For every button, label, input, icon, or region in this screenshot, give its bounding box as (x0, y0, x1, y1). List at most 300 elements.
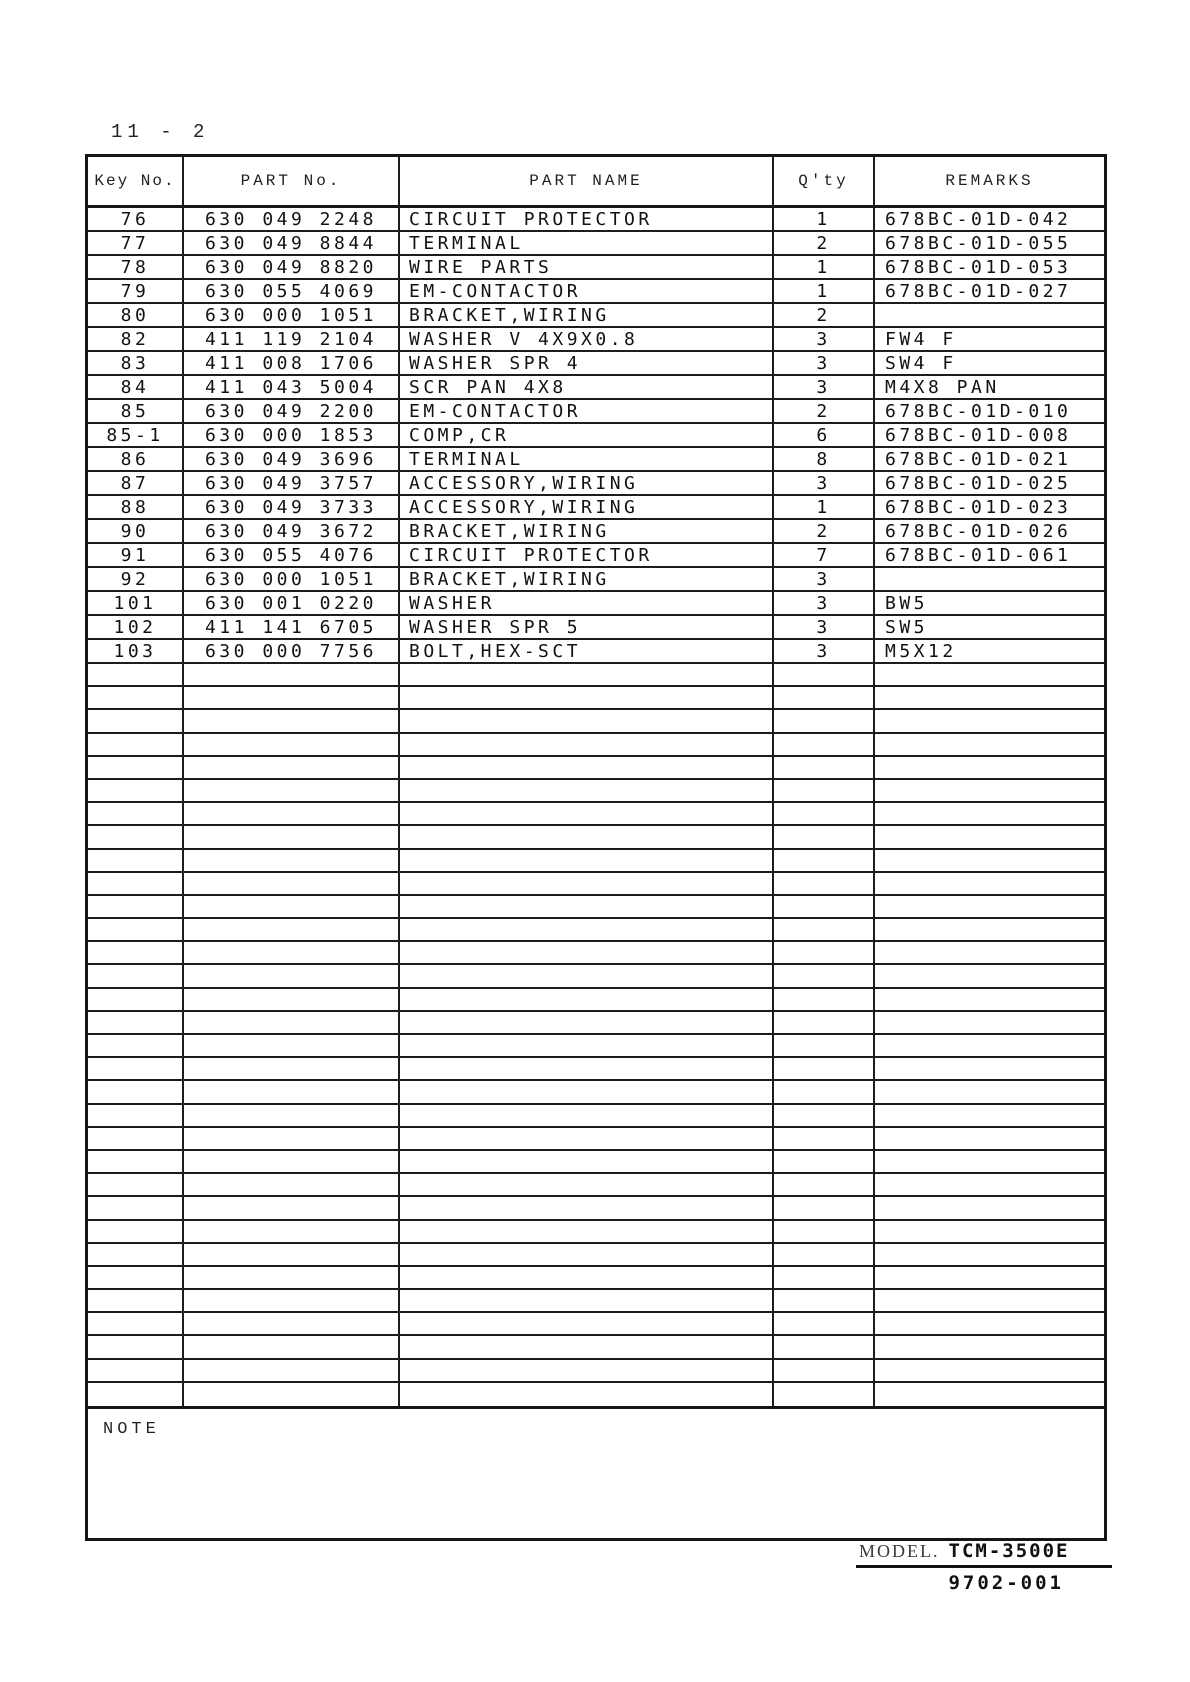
cell-part-no (184, 942, 400, 963)
cell-part-name: EM-CONTACTOR (400, 400, 774, 422)
cell-key-no: 77 (88, 232, 184, 254)
cell-qty (774, 896, 875, 917)
cell-remarks (875, 1221, 1104, 1242)
cell-part-no (184, 1174, 400, 1195)
cell-remarks (875, 664, 1104, 685)
table-row (88, 472, 1104, 496)
cell-key-no (88, 1360, 184, 1381)
cell-qty (774, 1267, 875, 1288)
cell-remarks (875, 710, 1104, 731)
cell-remarks (875, 1174, 1104, 1195)
cell-qty (774, 1336, 875, 1357)
note-section (88, 1406, 1104, 1538)
cell-key-no (88, 1058, 184, 1079)
table-body (88, 208, 1104, 1406)
cell-remarks (875, 989, 1104, 1010)
cell-remarks: 678BC-01D-010 (885, 400, 1072, 422)
cell-part-no (184, 1360, 400, 1381)
cell-part-no (184, 919, 400, 940)
cell-part-name (400, 1360, 774, 1381)
cell-part-name: COMP,CR (400, 424, 774, 446)
cell-part-name (400, 1197, 774, 1218)
cell-part-no: 630 000 1051 (184, 568, 400, 590)
cell-qty: 2 (774, 520, 875, 542)
cell-key-no (88, 803, 184, 824)
cell-remarks: 678BC-01D-021 (885, 448, 1072, 470)
cell-qty: 1 (774, 496, 875, 518)
cell-remarks (875, 780, 1104, 801)
model-number: TCM-3500E (948, 1540, 1070, 1562)
table-row (88, 256, 1104, 280)
cell-part-no (184, 1035, 400, 1056)
cell-part-name (400, 1267, 774, 1288)
empty-table-row (88, 1174, 1104, 1197)
cell-part-name (400, 1221, 774, 1242)
cell-part-no: 630 049 3733 (184, 496, 400, 518)
cell-remarks (875, 826, 1104, 847)
model-line (856, 1540, 1112, 1568)
cell-part-name (400, 873, 774, 894)
cell-part-no (184, 873, 400, 894)
cell-key-no (88, 1267, 184, 1288)
cell-part-name (400, 710, 774, 731)
empty-table-row (88, 1058, 1104, 1081)
cell-part-name: SCR PAN 4X8 (400, 376, 774, 398)
cell-key-no (88, 850, 184, 871)
cell-qty (774, 1174, 875, 1195)
cell-part-no (184, 1081, 400, 1102)
cell-qty (774, 942, 875, 963)
table-row (88, 448, 1104, 472)
cell-part-name (400, 896, 774, 917)
cell-part-no (184, 1383, 400, 1406)
header-remarks: REMARKS (945, 172, 1034, 190)
cell-part-name (400, 1012, 774, 1033)
empty-table-row (88, 664, 1104, 687)
cell-qty (774, 664, 875, 685)
model-label: MODEL. (859, 1541, 940, 1561)
cell-part-no (184, 1221, 400, 1242)
header-key-no: Key No. (88, 157, 184, 205)
cell-remarks: SW4 F (885, 352, 957, 374)
cell-part-no: 630 000 7756 (184, 640, 400, 662)
cell-remarks: M4X8 PAN (885, 376, 1000, 398)
header-part-name: PART NAME (400, 157, 774, 205)
cell-key-no (88, 1105, 184, 1126)
cell-part-name (400, 1081, 774, 1102)
cell-key-no: 102 (88, 616, 184, 638)
table-row (88, 232, 1104, 256)
cell-remarks (875, 850, 1104, 871)
cell-part-name: CIRCUIT PROTECTOR (400, 544, 774, 566)
cell-part-name (400, 687, 774, 708)
cell-part-no (184, 826, 400, 847)
table-row (88, 352, 1104, 376)
cell-qty (774, 1151, 875, 1172)
table-row (88, 520, 1104, 544)
cell-remarks (875, 568, 1104, 590)
cell-key-no: 82 (88, 328, 184, 350)
table-row (88, 328, 1104, 352)
cell-remarks (875, 942, 1104, 963)
cell-remarks: SW5 (885, 616, 929, 638)
cell-qty: 3 (774, 376, 875, 398)
empty-table-row (88, 989, 1104, 1012)
cell-part-no: 411 008 1706 (184, 352, 400, 374)
cell-part-name (400, 989, 774, 1010)
cell-part-name (400, 1336, 774, 1357)
cell-part-no (184, 1336, 400, 1357)
cell-part-no (184, 1012, 400, 1033)
cell-key-no: 83 (88, 352, 184, 374)
cell-key-no (88, 896, 184, 917)
cell-part-no (184, 1313, 400, 1334)
empty-table-row (88, 919, 1104, 942)
cell-key-no (88, 1221, 184, 1242)
cell-part-name: TERMINAL (400, 448, 774, 470)
empty-table-row (88, 1244, 1104, 1267)
cell-qty (774, 1244, 875, 1265)
cell-key-no: 85 (88, 400, 184, 422)
empty-table-row (88, 1012, 1104, 1035)
cell-qty: 3 (774, 472, 875, 494)
empty-table-row (88, 873, 1104, 896)
cell-part-name: ACCESSORY,WIRING (400, 496, 774, 518)
cell-key-no (88, 1244, 184, 1265)
cell-part-no (184, 780, 400, 801)
cell-key-no (88, 873, 184, 894)
cell-part-no (184, 965, 400, 986)
empty-table-row (88, 826, 1104, 849)
cell-key-no (88, 1383, 184, 1406)
cell-qty (774, 1105, 875, 1126)
table-row (88, 280, 1104, 304)
cell-key-no: 85-1 (88, 424, 184, 446)
cell-remarks (875, 919, 1104, 940)
cell-qty (774, 1313, 875, 1334)
parts-table (85, 154, 1107, 1541)
cell-part-no: 630 055 4076 (184, 544, 400, 566)
cell-qty (774, 1221, 875, 1242)
cell-part-name: WASHER V 4X9X0.8 (400, 328, 774, 350)
empty-table-row (88, 1336, 1104, 1359)
cell-qty: 6 (774, 424, 875, 446)
cell-remarks (875, 1105, 1104, 1126)
empty-table-row (88, 803, 1104, 826)
cell-part-name (400, 1174, 774, 1195)
cell-part-no (184, 710, 400, 731)
cell-part-no: 630 055 4069 (184, 280, 400, 302)
cell-remarks (875, 1360, 1104, 1381)
cell-part-name (400, 1313, 774, 1334)
cell-qty (774, 965, 875, 986)
table-row (88, 592, 1104, 616)
cell-remarks: 678BC-01D-025 (885, 472, 1072, 494)
cell-qty (774, 850, 875, 871)
cell-part-name: BRACKET,WIRING (400, 304, 774, 326)
table-row (88, 304, 1104, 328)
cell-part-no (184, 1151, 400, 1172)
empty-table-row (88, 1360, 1104, 1383)
table-row (88, 496, 1104, 520)
cell-part-name (400, 803, 774, 824)
cell-part-no (184, 1128, 400, 1149)
cell-remarks (875, 803, 1104, 824)
cell-remarks (875, 1267, 1104, 1288)
cell-qty: 1 (774, 256, 875, 278)
cell-qty: 2 (774, 304, 875, 326)
cell-remarks (875, 896, 1104, 917)
cell-part-name: EM-CONTACTOR (400, 280, 774, 302)
empty-table-row (88, 942, 1104, 965)
cell-qty (774, 919, 875, 940)
empty-table-row (88, 1313, 1104, 1336)
cell-qty (774, 687, 875, 708)
empty-table-row (88, 757, 1104, 780)
cell-part-name (400, 780, 774, 801)
cell-part-name: WIRE PARTS (400, 256, 774, 278)
empty-table-row (88, 780, 1104, 803)
cell-remarks: 678BC-01D-055 (885, 232, 1072, 254)
cell-remarks (875, 1336, 1104, 1357)
cell-part-no (184, 1105, 400, 1126)
cell-qty (774, 1128, 875, 1149)
page-number: 11 - 2 (111, 121, 210, 143)
empty-table-row (88, 1197, 1104, 1220)
cell-remarks (875, 1012, 1104, 1033)
cell-key-no (88, 1336, 184, 1357)
cell-key-no (88, 1128, 184, 1149)
empty-table-row (88, 1128, 1104, 1151)
cell-remarks (875, 304, 1104, 326)
cell-part-name (400, 1105, 774, 1126)
cell-part-no: 630 049 8820 (184, 256, 400, 278)
cell-remarks (875, 1128, 1104, 1149)
cell-part-no: 630 049 2200 (184, 400, 400, 422)
cell-remarks (875, 1035, 1104, 1056)
cell-key-no: 90 (88, 520, 184, 542)
cell-part-name: CIRCUIT PROTECTOR (400, 208, 774, 230)
empty-table-row (88, 710, 1104, 733)
cell-part-name: WASHER SPR 4 (400, 352, 774, 374)
footer-model-block (856, 1540, 1112, 1594)
cell-part-name: WASHER SPR 5 (400, 616, 774, 638)
cell-key-no: 76 (88, 208, 184, 230)
table-row (88, 568, 1104, 592)
table-row (88, 544, 1104, 568)
cell-part-name: BOLT,HEX-SCT (400, 640, 774, 662)
cell-remarks: 678BC-01D-053 (885, 256, 1072, 278)
cell-key-no (88, 780, 184, 801)
cell-qty (774, 873, 875, 894)
empty-table-row (88, 1290, 1104, 1313)
cell-remarks (875, 965, 1104, 986)
cell-qty (774, 710, 875, 731)
cell-key-no (88, 1012, 184, 1033)
cell-part-no (184, 989, 400, 1010)
table-row (88, 400, 1104, 424)
cell-part-no (184, 1058, 400, 1079)
cell-part-no: 630 000 1853 (184, 424, 400, 446)
cell-qty: 3 (774, 328, 875, 350)
cell-remarks (875, 1058, 1104, 1079)
cell-part-no: 411 043 5004 (184, 376, 400, 398)
cell-part-no (184, 803, 400, 824)
cell-part-name (400, 664, 774, 685)
cell-part-no: 630 049 8844 (184, 232, 400, 254)
cell-part-name (400, 1035, 774, 1056)
cell-remarks: M5X12 (885, 640, 957, 662)
cell-key-no (88, 687, 184, 708)
cell-qty (774, 826, 875, 847)
cell-remarks (875, 757, 1104, 778)
empty-table-row (88, 1267, 1104, 1290)
empty-table-row (88, 734, 1104, 757)
header-qty: Q'ty (774, 157, 875, 205)
table-row (88, 640, 1104, 664)
cell-key-no (88, 1035, 184, 1056)
cell-qty: 2 (774, 400, 875, 422)
cell-remarks: 678BC-01D-026 (885, 520, 1072, 542)
empty-table-row (88, 687, 1104, 710)
table-row (88, 208, 1104, 232)
header-part-no: PART No. (184, 157, 400, 205)
cell-key-no (88, 826, 184, 847)
cell-part-name (400, 734, 774, 755)
cell-qty (774, 1360, 875, 1381)
cell-key-no: 87 (88, 472, 184, 494)
cell-part-name (400, 919, 774, 940)
cell-remarks: BW5 (885, 592, 929, 614)
empty-table-row (88, 1151, 1104, 1174)
cell-qty: 3 (774, 592, 875, 614)
cell-part-no: 630 049 3757 (184, 472, 400, 494)
cell-part-no: 630 000 1051 (184, 304, 400, 326)
cell-part-no (184, 664, 400, 685)
table-row (88, 376, 1104, 400)
cell-key-no (88, 1313, 184, 1334)
cell-part-name: ACCESSORY,WIRING (400, 472, 774, 494)
cell-qty: 8 (774, 448, 875, 470)
cell-part-name (400, 826, 774, 847)
cell-qty: 3 (774, 352, 875, 374)
cell-part-name (400, 1058, 774, 1079)
cell-part-name: TERMINAL (400, 232, 774, 254)
cell-remarks: 678BC-01D-008 (885, 424, 1072, 446)
cell-qty: 2 (774, 232, 875, 254)
cell-part-no: 411 119 2104 (184, 328, 400, 350)
cell-key-no (88, 734, 184, 755)
empty-table-row (88, 1035, 1104, 1058)
table-row (88, 424, 1104, 448)
cell-key-no: 92 (88, 568, 184, 590)
cell-part-name (400, 1151, 774, 1172)
cell-qty (774, 1012, 875, 1033)
cell-part-name (400, 1383, 774, 1406)
cell-qty (774, 1081, 875, 1102)
empty-table-row (88, 896, 1104, 919)
document-number: 9702-001 (948, 1572, 1064, 1594)
cell-qty (774, 989, 875, 1010)
cell-part-name (400, 965, 774, 986)
cell-key-no: 80 (88, 304, 184, 326)
cell-qty (774, 757, 875, 778)
cell-key-no (88, 1151, 184, 1172)
cell-part-name (400, 850, 774, 871)
cell-part-no (184, 850, 400, 871)
cell-remarks (875, 1383, 1104, 1406)
cell-remarks: FW4 F (885, 328, 957, 350)
cell-part-no (184, 1197, 400, 1218)
cell-remarks (875, 1151, 1104, 1172)
cell-key-no (88, 989, 184, 1010)
cell-key-no (88, 965, 184, 986)
cell-key-no (88, 1197, 184, 1218)
cell-part-no: 630 001 0220 (184, 592, 400, 614)
cell-part-no: 411 141 6705 (184, 616, 400, 638)
cell-part-name (400, 1290, 774, 1311)
cell-part-no (184, 896, 400, 917)
cell-remarks (875, 687, 1104, 708)
cell-part-name (400, 942, 774, 963)
cell-part-no: 630 049 2248 (184, 208, 400, 230)
table-row (88, 616, 1104, 640)
cell-part-no (184, 734, 400, 755)
cell-qty (774, 1197, 875, 1218)
cell-part-no (184, 757, 400, 778)
cell-part-no (184, 1267, 400, 1288)
cell-part-name (400, 1128, 774, 1149)
cell-qty: 3 (774, 568, 875, 590)
empty-table-row (88, 1105, 1104, 1128)
cell-key-no: 79 (88, 280, 184, 302)
cell-part-name (400, 757, 774, 778)
cell-part-no (184, 687, 400, 708)
cell-key-no (88, 710, 184, 731)
cell-qty: 3 (774, 616, 875, 638)
cell-key-no (88, 664, 184, 685)
cell-remarks (875, 1244, 1104, 1265)
cell-remarks (875, 1290, 1104, 1311)
cell-part-no: 630 049 3672 (184, 520, 400, 542)
cell-key-no: 88 (88, 496, 184, 518)
cell-qty (774, 780, 875, 801)
cell-part-no (184, 1290, 400, 1311)
cell-remarks (875, 873, 1104, 894)
cell-qty (774, 1290, 875, 1311)
cell-key-no: 103 (88, 640, 184, 662)
cell-qty (774, 803, 875, 824)
cell-part-name: BRACKET,WIRING (400, 520, 774, 542)
cell-remarks: 678BC-01D-061 (885, 544, 1072, 566)
cell-remarks: 678BC-01D-023 (885, 496, 1072, 518)
cell-key-no: 91 (88, 544, 184, 566)
cell-qty: 3 (774, 640, 875, 662)
cell-qty: 1 (774, 208, 875, 230)
cell-qty (774, 1383, 875, 1406)
cell-remarks (875, 1081, 1104, 1102)
cell-remarks (875, 1313, 1104, 1334)
cell-key-no (88, 919, 184, 940)
cell-part-no (184, 1244, 400, 1265)
cell-key-no (88, 757, 184, 778)
cell-qty: 1 (774, 280, 875, 302)
cell-key-no: 78 (88, 256, 184, 278)
empty-table-row (88, 965, 1104, 988)
cell-remarks: 678BC-01D-027 (885, 280, 1072, 302)
empty-table-row (88, 1383, 1104, 1406)
cell-qty (774, 734, 875, 755)
